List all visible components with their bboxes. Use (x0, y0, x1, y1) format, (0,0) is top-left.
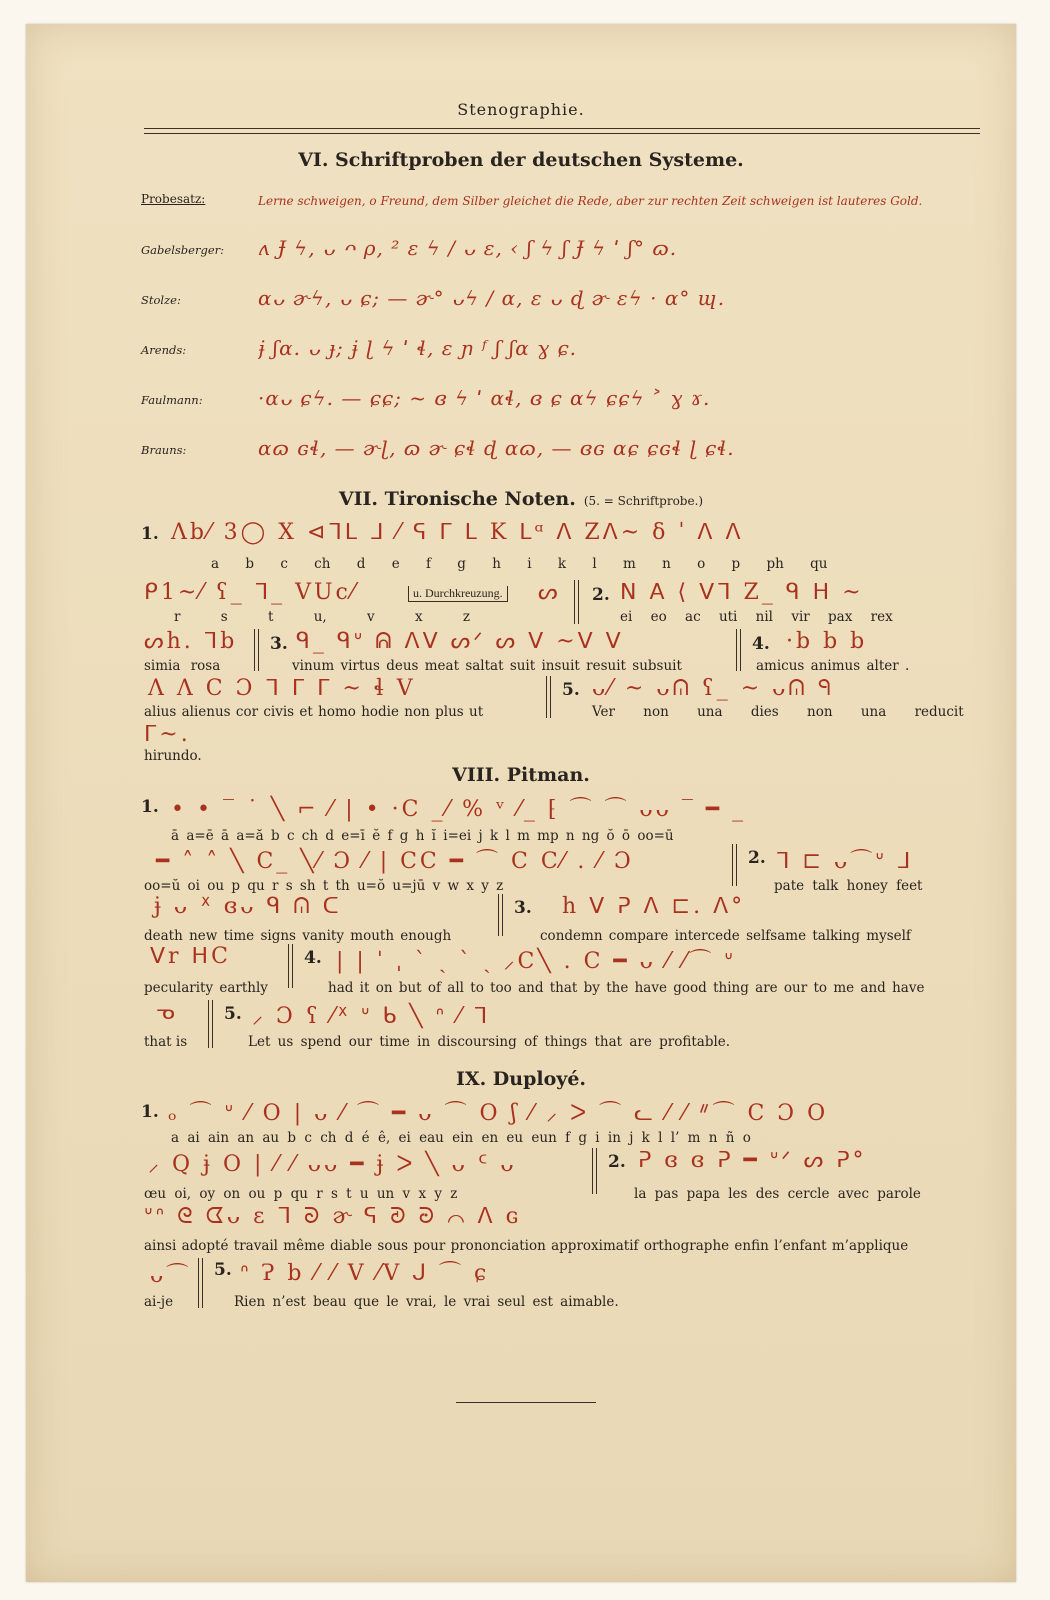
tiro-letter: x (414, 609, 423, 625)
pitman-line1-glyphs: • • ‾ ˙ ╲ ⌐ ⁄ | • ·C _⁄ % ᵛ ⁄_ ⁅ ⌒ ⌒ ᴗᴗ ‾ ━ _ (171, 797, 747, 822)
tiro-letter: c (280, 556, 288, 572)
tiro-letter: e (391, 556, 400, 572)
row-text-brauns: ɑɷ ɢɬ, — ɚɭ, ɷ ɚ ɕɬ ɖ ɑɷ, — ɞɢ ɑɕ ɕɢɬ ɭ ɕɬ. (258, 436, 735, 460)
pitman-line4-glyphs: ᐯr ᕼC (150, 944, 231, 969)
tiro-word: uti (718, 609, 738, 625)
tiro-letter: i (527, 556, 532, 572)
pitman-line3-words-glyphs: h ᐯ ᕈ ᐱ ⊏. ᐱ° (562, 894, 746, 919)
tiro-word: alter . (866, 658, 910, 674)
tironian-line3-glyphs-b: ᑫ_ ᑫᐡ ᕱ ᐱᐯ ᔕᐟ ᔕ ᐯ ~ᐯ ᐯ (296, 629, 624, 654)
tiro-letter: a (211, 556, 220, 572)
row-label-stolze: Stolze: (141, 293, 181, 307)
tiro-word: una (860, 704, 887, 720)
tironian-line2-number: 2. (592, 585, 610, 605)
tiro-word: alienus (181, 704, 231, 720)
pitman-line4-number: 4. (304, 948, 322, 968)
pitman-line5-glyphs: ᓀ (156, 1000, 178, 1025)
pitman-line1-text: ā a=ē ā a=ă b c ch d e=ī ĕ f g h ĭ i=ei j k l m mp n ng ŏ ō oo=ū (171, 828, 674, 844)
tiro-word: subsuit (632, 658, 682, 674)
tiro-word: animus (810, 658, 861, 674)
header-rule (144, 128, 980, 134)
tiro-word: ei (620, 609, 633, 625)
tironian-line4-words-b (592, 704, 964, 720)
duploye-line4-number: 5. (214, 1260, 232, 1280)
pitman-line5-words: Let us spend our time in discoursing of things that are profitable. (248, 1034, 731, 1050)
row-label-brauns: Brauns: (141, 443, 187, 457)
tironian-line3-glyphs-c: ·b b b (786, 629, 868, 654)
tironian-line1-glyphs: Λb⁄ 3◯ X ⊲ᒣᒪ ᒧ ⁄ ᕋ ᒥ ᒪ K ᒪᵅ ᐱ Zᐱ~ δ ˈ ᐱ ᐱ (171, 520, 744, 545)
tironian-line4-glyphs-a: Λ Λ C Ɔ ᒣ ᒥ ᒥ ~ ɬ V (148, 676, 416, 701)
tironian-line3-words-b (292, 658, 682, 674)
tiro-word: ac (685, 609, 701, 625)
duploye-line2-words-glyphs: ᕈ ɞ ɞ ᕈ ━ ᐡᐟ ᔕ ᕈ° (638, 1148, 867, 1173)
tiro-letter: o (697, 556, 706, 572)
tironian-line2-words-glyphs: ꓠ ꓮ ⟨ ᐯᒣ Z_ ᑫ ᕼ ~ (620, 580, 864, 605)
tiro-letter: n (662, 556, 671, 572)
section-7-heading: VII. Tironische Noten. (338, 488, 576, 510)
tiro-word: eo (650, 609, 667, 625)
tiro-letter: d (356, 556, 366, 572)
row-label-gabelsberger: Gabelsberger: (141, 243, 224, 257)
tiro-word: una (697, 704, 723, 720)
tiro-word: ut (469, 704, 484, 720)
tiro-word: dies (750, 704, 779, 720)
tiro-word: hodie (361, 704, 399, 720)
section-6-title: VI. Schriftproben der deutschen Systeme. (298, 149, 744, 171)
tiro-word: cor (235, 704, 259, 720)
tironian-line1-letters (211, 556, 827, 572)
duploye-line4-words: Rien n’est beau que le vrai, le vrai seul est aimable. (234, 1294, 619, 1310)
tironian-line3-number-4: 4. (752, 634, 770, 654)
tiro-word: alius (144, 704, 177, 720)
tiro-letter: m (622, 556, 636, 572)
duploye-line3-glyphs: ᐡᐢ ᘓ ᗧᴗ ɛ ᒣ ᘐ ɚ ᕋ ᘑ ᘒ ⌒ ᐱ ɢ (144, 1204, 522, 1229)
tironian-line1-number: 1. (141, 524, 159, 544)
section-9-title: IX. Duployé. (455, 1068, 587, 1090)
pitman-line2-text: oo=ŭ oi ou p qu r s sh t th u=ŏ u=jū v w x y z (144, 878, 504, 894)
tiro-word: non (404, 704, 430, 720)
pitman-line3-number: 3. (514, 898, 532, 918)
pitman-line2-words: pate talk honey feet (774, 878, 923, 894)
tiro-word: rex (870, 609, 893, 625)
section-7-title (26, 488, 1016, 510)
duploye-line2-text: œu oi, oy on ou p qu r s t u un v x y z (144, 1186, 458, 1202)
row-text-probesatz: Lerne schweigen, o Freund, dem Silber gleichet die Rede, aber zur rechten Zeit schweigen ist lauteres Gold. (258, 194, 923, 208)
tiro-word: deus (386, 658, 419, 674)
separator (288, 944, 293, 988)
tiro-letter: k (557, 556, 567, 572)
page-sheet (26, 24, 1016, 1582)
pitman-line2-number: 2. (748, 848, 766, 868)
tironian-line2-words (620, 609, 893, 625)
tironian-line3-words-a (144, 658, 220, 674)
tiro-letter: ph (766, 556, 784, 572)
duploye-line4-text: ai-je (144, 1294, 174, 1310)
tiro-letter: p (731, 556, 741, 572)
tiro-word: saltat (465, 658, 504, 674)
separator (208, 1000, 213, 1048)
tiro-word: civis (263, 704, 295, 720)
section-8-title: VIII. Pitman. (452, 764, 590, 786)
section-7-subtitle: (5. = Schriftprobe.) (583, 494, 704, 508)
row-label-faulmann: Faulmann: (141, 393, 203, 407)
tironian-line3-number: 3. (270, 634, 288, 654)
tironian-box-label: u. Durchkreuzung. (408, 586, 508, 602)
tiro-word: pax (828, 609, 853, 625)
tiro-word: vinum (292, 658, 335, 674)
tiro-word: nil (755, 609, 774, 625)
duploye-line3-text: ainsi adopté travail même diable sous pour prononciation approximatif orthographe enfin l’enfant m’applique (144, 1238, 909, 1254)
separator (732, 844, 737, 886)
tiro-word: Ver (592, 704, 615, 720)
row-text-stolze: ɑᴗ ɚϟ, ᴗ ɕ; — ɚ° ᴗϟ / ɑ, ɛ ᴗ ɖ ɚ ɛϟ · ɑ° ɰ. (258, 286, 726, 310)
tiro-word: virtus (340, 658, 380, 674)
pitman-line5-number: 5. (224, 1004, 242, 1024)
row-text-gabelsberger: ʌ Ɉ ϟ, ᴗ ᴖ ρ, ² ɛ ϟ / ᴗ ɛ, ‹ ʃ ϟ ʃ Ɉ ϟ ˈ ʃ° ɷ. (258, 236, 678, 260)
pitman-line3-text: death new time signs vanity mouth enough (144, 928, 452, 944)
tiro-word: et (299, 704, 313, 720)
tiro-word: amicus (756, 658, 805, 674)
tironian-line2-glyphs: ᑭ1~⁄ ʕ_ ᒣ_ VUc⁄ (144, 580, 358, 605)
pitman-line3-glyphs: ɉ ᴗ ᕽ ɞᴗ ᑫ ᕬ ᑕ (154, 894, 342, 919)
pitman-line4-words-glyphs: | | ˈ ˌ ˋ ˎ ˋ ˏ ⸝C╲ . C ━ ᴗ ⁄ ⁄⌒ ᐡ (336, 949, 736, 974)
tiro-word: reducit (914, 704, 964, 720)
tiro-word: suit (509, 658, 536, 674)
tiro-letter: h (492, 556, 501, 572)
tiro-letter: u, v (313, 609, 375, 625)
tironian-z-glyph: ᔕ (538, 580, 561, 605)
tiro-word: plus (435, 704, 464, 720)
duploye-line2-words: la pas papa les des cercle avec parole (634, 1186, 921, 1202)
tiro-word: meat (424, 658, 460, 674)
row-text-faulmann: ·ɑᴗ ɕϟ. — ɕɕ; ~ ɞ ϟ ˈ ɑɬ, ɞ ɕ ɑϟ ɕɕϟ ˃ ɣ ɤ. (258, 386, 711, 410)
tironian-line2-letters (174, 609, 470, 625)
bottom-rule (456, 1402, 596, 1403)
pitman-line4-words: had it on but of all to too and that by the have good thing are our to me and have (328, 980, 925, 996)
tiro-letter: ch (314, 556, 331, 572)
tiro-word: vir (791, 609, 810, 625)
tiro-letter: g (457, 556, 466, 572)
tiro-word: rosa (190, 658, 221, 674)
row-label-probesatz: Probesatz: (141, 192, 206, 206)
separator (592, 1148, 597, 1194)
duploye-line4-glyphs: ᴗ⌒ (150, 1263, 192, 1288)
tiro-word: simia (144, 658, 181, 674)
tiro-letter: b (245, 556, 255, 572)
pitman-line5-text: that is (144, 1034, 188, 1050)
pitman-line5-words-glyphs: ⸝ Ɔ ʕ ⁄ᕽ ᐡ ᑲ ╲ ᐢ ⁄ ᒣ (252, 1004, 491, 1029)
tiro-word: non (807, 704, 833, 720)
duploye-line1-glyphs: ₒ ⌒ ᐡ ⁄ O | ᴗ ⁄ ⌒ ━ ᴗ ⌒ O ʃ ⁄ ⸝ ᐳ ⌒ ᓚ ⁄ ⁄ ᐥ⌒ C Ɔ O (168, 1101, 829, 1126)
tiro-word: insuit (541, 658, 580, 674)
tironian-line4-number: 5. (562, 680, 580, 700)
separator (254, 629, 259, 671)
separator (498, 894, 503, 936)
duploye-line1-text: a ai ain an au b c ch d é ê, ei eau ein en eu eun f g i in j k l l’ m n ñ o (171, 1130, 751, 1146)
separator (198, 1258, 203, 1308)
tiro-letter: l (592, 556, 597, 572)
tironian-line4-words-a (144, 704, 483, 720)
separator (546, 676, 551, 718)
tironian-line5-word: hirundo. (144, 748, 202, 764)
duploye-line2-glyphs: ⸝ Q ɉ O | ⁄ ⁄ ᴗᴗ ━ ɉ ᐳ ╲ ᴗ ᑦ ᴗ (148, 1152, 517, 1177)
tiro-letter: s (220, 609, 228, 625)
tironian-line3-words-c (756, 658, 909, 674)
duploye-line1-number: 1. (141, 1102, 159, 1122)
pitman-line1-number: 1. (141, 797, 159, 817)
tiro-letter: z (462, 609, 470, 625)
row-label-arends: Arends: (141, 343, 187, 357)
running-header: Stenographie. (457, 100, 585, 119)
tiro-letter: t (268, 609, 274, 625)
pitman-line2-glyphs: ━ ˄ ˄ ╲ C_ ╲⁄ Ɔ ⁄ | CC ━ ⌒ C C⁄ . ⁄ Ɔ (156, 849, 634, 874)
separator (736, 629, 741, 671)
pitman-line3-words: condemn compare intercede selfsame talking myself (540, 928, 911, 944)
duploye-line4-words-glyphs: ᐢ Ɂ b ⁄ ⁄ V ⁄V ᒍ ⌒ ɕ (240, 1261, 490, 1286)
tiro-letter: r (174, 609, 181, 625)
tiro-word: homo (318, 704, 356, 720)
tironian-line5-glyph: ᒥ~. (144, 722, 191, 747)
duploye-line2-number: 2. (608, 1152, 626, 1172)
tiro-letter: f (425, 556, 431, 572)
tiro-word: non (643, 704, 669, 720)
separator (574, 580, 579, 624)
pitman-line2-words-glyphs: ᒣ ⊏ ᴗ⌒ᐡ ᒧ (776, 849, 914, 874)
pitman-line4-text: pecularity earthly (144, 980, 268, 996)
tironian-line4-glyphs-b: ᴗ⁄ ~ ᴗᕬ ʕ_ ~ ᴗᕬ ᑫ (592, 676, 834, 701)
tiro-word: resuit (586, 658, 626, 674)
tiro-letter: qu (810, 556, 828, 572)
tironian-line3-glyphs-a: ᔕh. ᒣb (144, 629, 238, 654)
row-text-arends: ɉ ʃɑ. ᴗ ɟ; ɉ ɭ ϟ ˈ ɬ, ɛ ɲ ᶠ ʃ ʃɑ ɣ ɕ. (258, 336, 578, 360)
